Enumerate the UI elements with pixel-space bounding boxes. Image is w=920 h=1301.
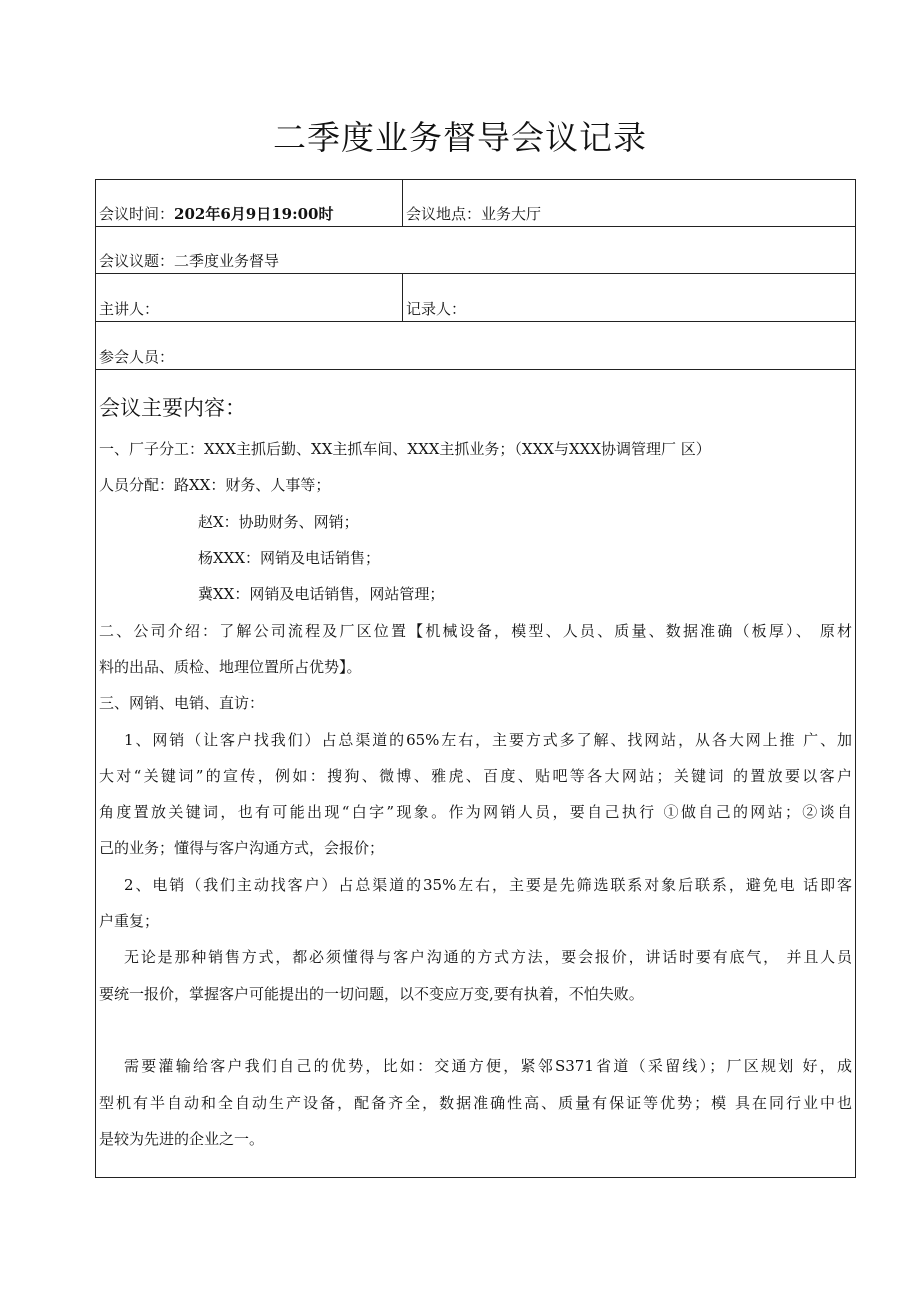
content-line: 2、电销（我们主动找客户）占总渠道的35%左右，主要是先筛选联系对象后联系，避免电 话即客	[124, 876, 852, 894]
content-line: 人员分配：路XX：财务、人事等；	[99, 476, 331, 494]
page-title: 二季度业务督导会议记录	[273, 118, 647, 157]
topic-row	[96, 227, 855, 274]
attendees-cell	[96, 322, 855, 369]
speaker-label: 主讲人：	[99, 300, 160, 318]
speaker-recorder-row	[96, 274, 855, 322]
content-line: 型机有半自动和全自动生产设备，配备齐全，数据准确性高、质量有保证等优势；模 具在同行业中也	[99, 1094, 852, 1112]
meeting-place-cell	[402, 180, 855, 226]
meeting-time-value: 202年6月9日19:00时	[174, 205, 334, 223]
content-line: 料的出品、质检、地理位置所占优势】。	[99, 658, 362, 676]
time-place-row	[96, 180, 855, 227]
meeting-place-label: 会议地点：	[406, 205, 482, 223]
content-line: 赵X：协助财务、网销；	[198, 513, 359, 531]
meeting-time-label: 会议时间：	[99, 205, 175, 223]
content-line: 角度置放关键词，也有可能出现“白字”现象。作为网销人员，要自己执行 ①做自己的网站；②谈自	[99, 803, 852, 821]
content-line: 三、网销、电销、直访：	[99, 694, 265, 712]
meeting-record-table	[95, 179, 856, 1178]
content-line: 己的业务；懂得与客户沟通方式，会报价；	[99, 839, 385, 857]
content-line: 是较为先进的企业之一。	[99, 1130, 265, 1148]
recorder-cell	[402, 274, 855, 321]
topic-cell	[96, 227, 855, 273]
content-line: 二、公司介绍：了解公司流程及厂区位置【机械设备，模型、人员、质量、数据准确（板厚）、 原材	[99, 622, 852, 640]
meeting-place-value: 业务大厅	[481, 205, 542, 223]
attendees-row	[96, 322, 855, 370]
speaker-cell	[96, 274, 402, 321]
topic-label: 会议议题：	[99, 252, 175, 270]
recorder-label: 记录人：	[406, 300, 467, 318]
meeting-time-cell	[96, 180, 402, 226]
content-line: 1、网销（让客户找我们）占总渠道的65%左右，主要方式多了解、找网站，从各大网上推 广、加	[124, 731, 852, 749]
attendees-label: 参会人员：	[99, 348, 175, 366]
content-line: 无论是那种销售方式，都必须懂得与客户沟通的方式方法，要会报价，讲话时要有底气， 并且人员	[124, 948, 852, 966]
content-line: 杨XXX：网销及电话销售；	[198, 549, 381, 567]
topic-value: 二季度业务督导	[174, 252, 280, 270]
content-line: 大对“关键词”的宣传，例如：搜狗、微博、雅虎、百度、贴吧等各大网站；关键词 的置放要以客户	[99, 767, 852, 785]
content-line: 冀XX：网销及电话销售，网站管理；	[198, 585, 445, 603]
content-line: 需要灌输给客户我们自己的优势，比如：交通方便，紧邻S371省道（采留线）；厂区规划 好，成	[124, 1057, 852, 1075]
content-line: 户重复；	[99, 912, 160, 930]
content-line: 一、厂子分工：XXX主抓后勤、XX主抓车间、XXX主抓业务；（XXX与XXX协调管理厂 区）	[99, 440, 711, 458]
content-line: 要统一报价，掌握客户可能提出的一切问题，以不变应万变,要有执着，不怕失败。	[99, 985, 644, 1003]
content-heading: 会议主要内容：	[99, 396, 246, 420]
